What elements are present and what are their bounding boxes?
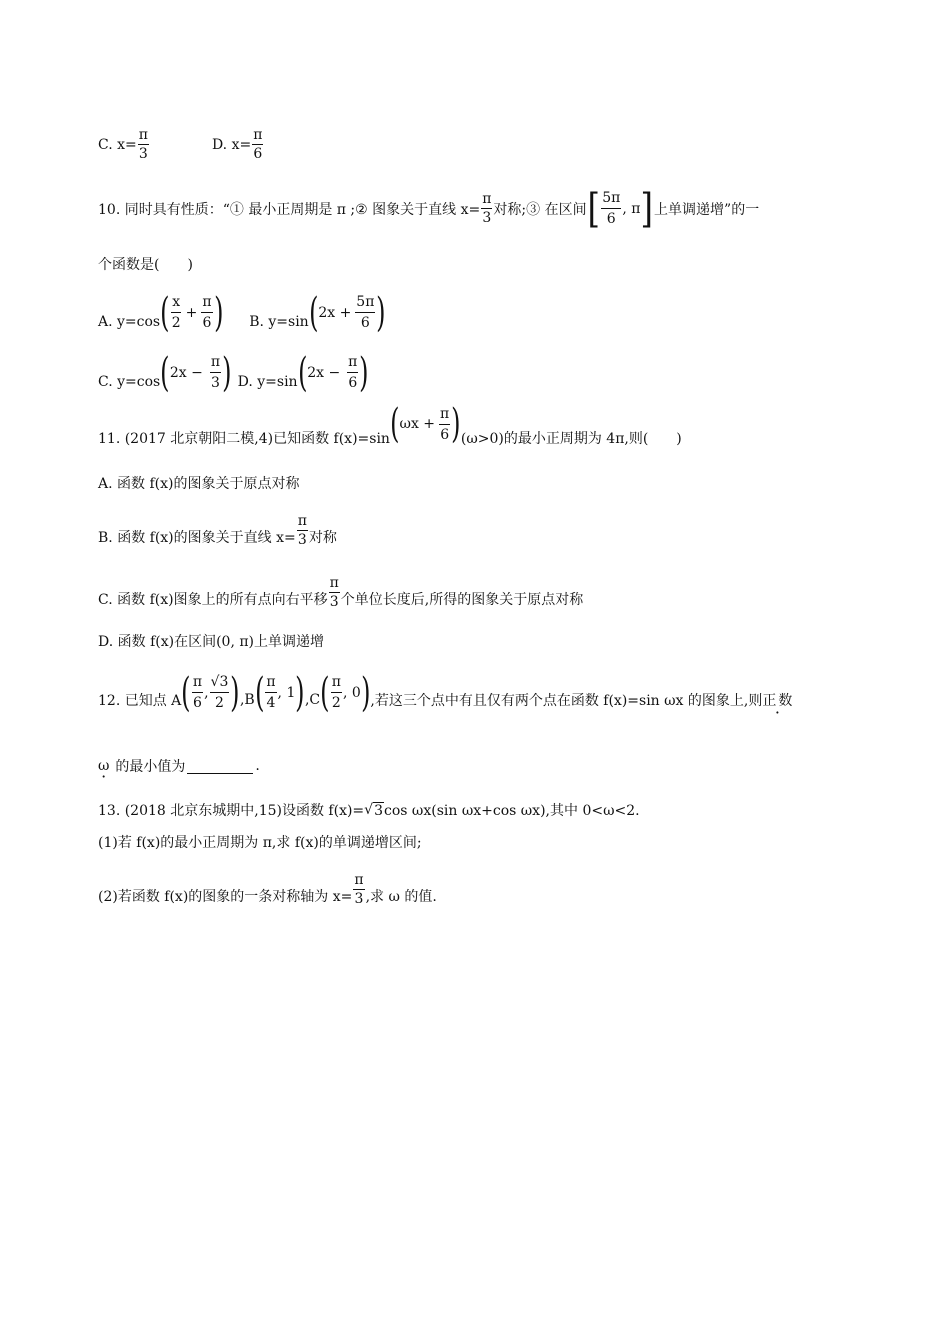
q10-option-b: B. y=sin (249, 313, 309, 330)
q9-options (98, 128, 264, 161)
q9-option-c-fraction: $\frac{\pi}{3}$ (138, 127, 148, 162)
q12-emphasis-text: 正数 · (762, 676, 794, 710)
q12-omega: ω · (98, 758, 109, 774)
q12-point-b: ( $\frac{\pi}{4}$ , 1 ) (254, 669, 305, 716)
q10-option-c: C. y=cos (98, 373, 161, 390)
q10-option-a: A. y=cos (98, 313, 161, 330)
q10-fraction-pi-3: $\frac{\pi}{3}$ (482, 191, 492, 226)
q13-stem: 13. (2018 北京东城期中,15)设函数 f(x)= √ 3 cos ωx(sin ωx+cos ωx),其中 0<ω<2. (98, 801, 640, 819)
q10-stem-2: 个函数是( ) (98, 257, 193, 273)
q13-part-1: (1)若 f(x)的最小正周期为 π,求 f(x)的单调递增区间; (98, 835, 422, 851)
q12-point-a: ( $\frac{\pi}{6}$ , $\frac{√3}{2}$ ) (181, 669, 240, 716)
q11-option-c: C. 函数 f(x)图象上的所有点向右平移 $\frac{\pi}{3}$ 个单位长度后,所得的图象关于原点对称 (98, 574, 584, 610)
q12-stem-2: ω · 的最小值为 . (98, 756, 260, 776)
q10-stem: 10. 同时具有性质：“① 最小正周期是 π ;② 图象关于直线 x= $\frac{\pi}{3}$ 对称;③ 在区间 [ $\frac{5\pi}{6}$ , π ] 上单调递增”的一 (98, 185, 760, 232)
q13-part-2: (2)若函数 f(x)的图象的一条对称轴为 x= $\frac{\pi}{3}$ ,求 ω 的值. (98, 871, 437, 907)
q10-option-a-arg: ( $\frac{x}{2}$ + $\frac{\pi}{6}$ ) (160, 289, 224, 336)
q9-option-d: D. x= (211, 136, 252, 153)
q12-answer-blank[interactable] (187, 759, 253, 774)
q10-option-c-arg: ( 2x − $\frac{\pi}{3}$ ) (160, 349, 232, 396)
q10-option-b-arg: ( 2x + $\frac{5\pi}{6}$ ) (308, 289, 386, 336)
q10-option-d-arg: ( 2x − $\frac{\pi}{6}$ ) (297, 349, 369, 396)
q10-interval: [ $\frac{5\pi}{6}$ , π ] (587, 185, 654, 232)
q10-option-d: D. y=sin (237, 373, 298, 390)
q11-option-b: B. 函数 f(x)的图象关于直线 x= $\frac{\pi}{3}$ 对称 (98, 512, 337, 548)
q11-stem: 11. (2017 北京朝阳二模,4)已知函数 f(x)=sin ( ωx + $\frac{\pi}{6}$ ) (ω>0)的最小正周期为 4π,则( ) (98, 401, 682, 447)
q10-options-cd (98, 349, 369, 396)
q9-option-d-fraction: $\frac{\pi}{6}$ (253, 127, 263, 162)
q12-point-c: ( $\frac{\pi}{2}$ , 0 ) (320, 669, 371, 716)
q11-function-arg: ( ωx + $\frac{\pi}{6}$ ) (390, 401, 461, 447)
q10-options-ab (98, 289, 386, 336)
q11-option-d: D. 函数 f(x)在区间(0, π)上单调递增 (98, 634, 325, 650)
q11-option-a: A. 函数 f(x)的图象关于原点对称 (98, 476, 300, 492)
q12-stem: 12. 已知点 A ( $\frac{\pi}{6}$ , $\frac{√3}{2}$ ) ,B ( $\frac{\pi}{4}$ , 1 ) ,C ( $\frac{\pi}{2}$ , 0 ) ,若这三个点中有且仅有两个点在函数 f(x)=sin ωx 的图象上,则 正数 · (98, 672, 794, 713)
q13-sqrt: √ 3 (364, 801, 384, 819)
q9-option-c: C. x= (98, 136, 137, 153)
